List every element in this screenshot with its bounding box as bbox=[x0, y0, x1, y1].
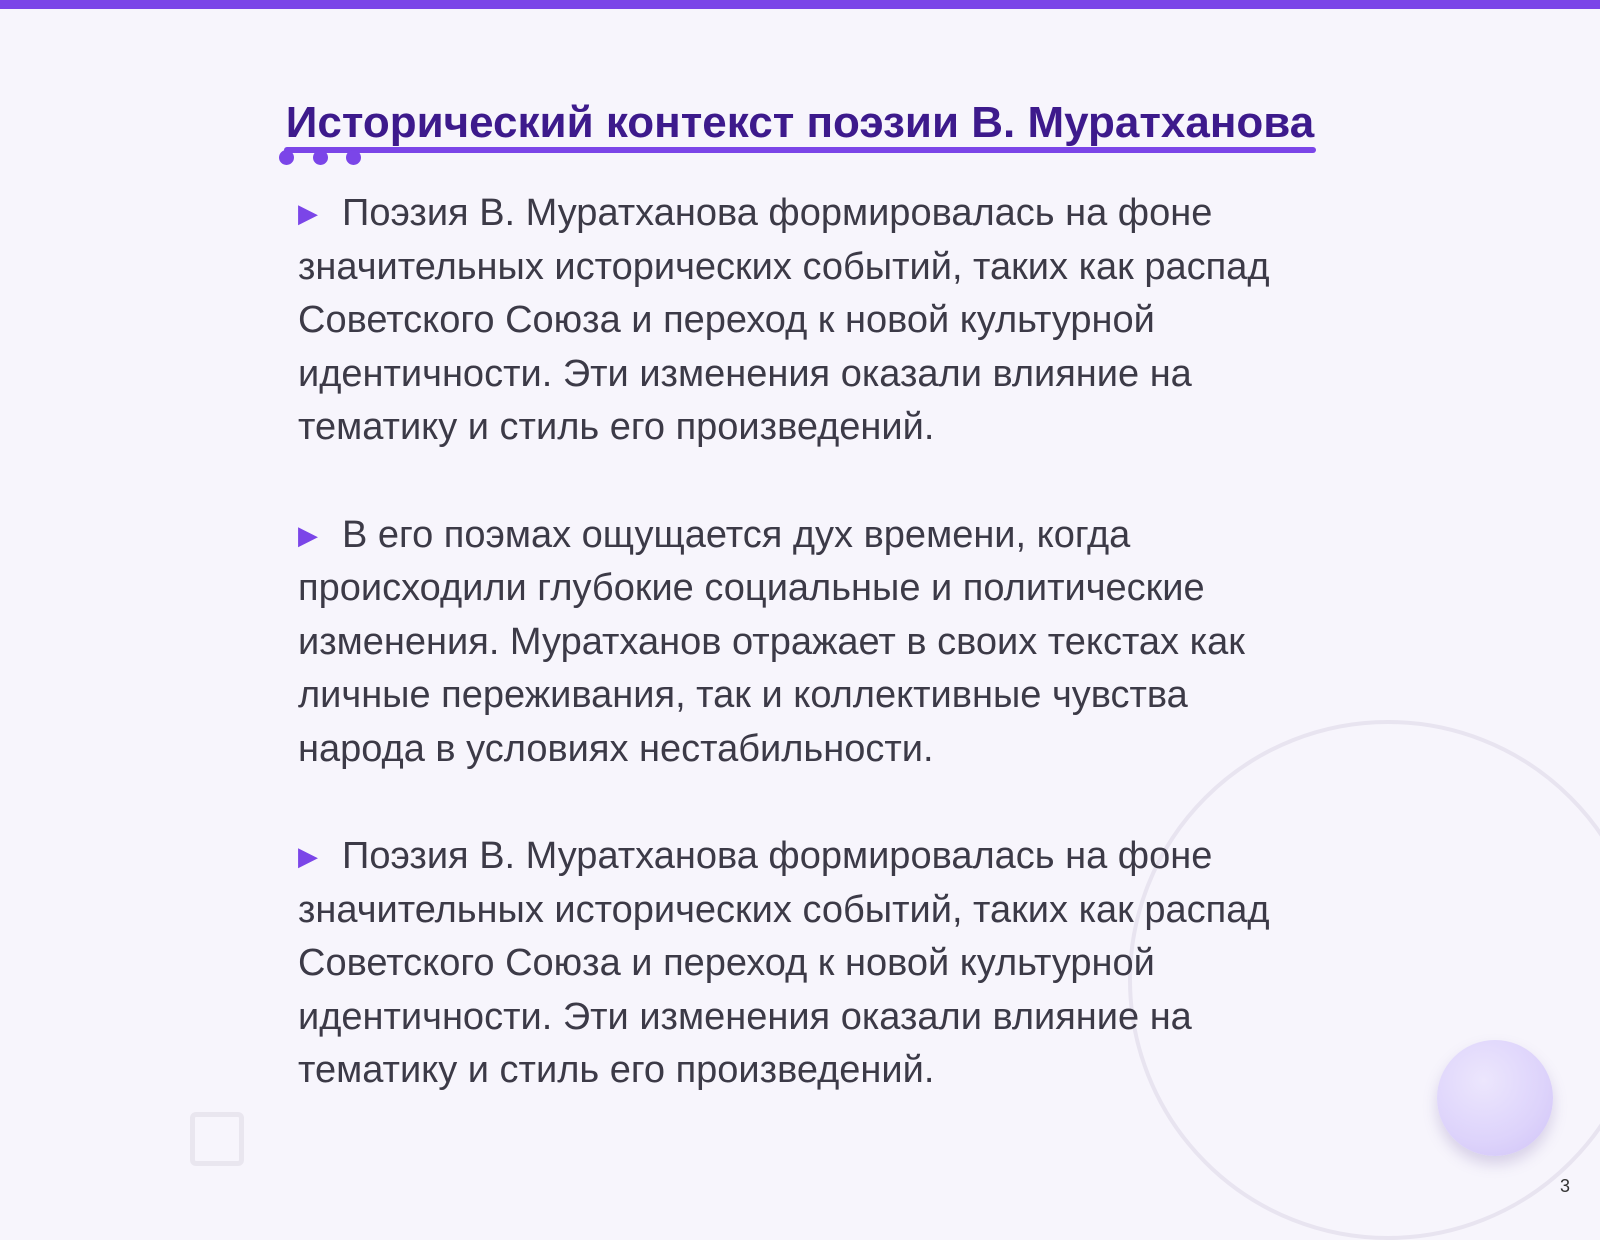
slide-title: Исторический контекст поэзии В. Муратханова bbox=[285, 98, 1315, 147]
bullet-text: Поэзия В. Муратханова формировалась на фоне значительных исторических событий, таких как распад Советского Союза и переход к новой культурной идентичности. Эти изменения оказали влияние на тематику и стиль его произведений. bbox=[298, 835, 1270, 1091]
title-dot bbox=[346, 150, 361, 165]
title-dot bbox=[313, 150, 328, 165]
title-dot bbox=[279, 150, 294, 165]
title-underline bbox=[284, 147, 1316, 153]
bullet-item bbox=[298, 830, 1298, 1098]
bullet-item bbox=[298, 187, 1298, 455]
decorative-square bbox=[190, 1112, 244, 1166]
bullet-arrow-icon: ▶ bbox=[298, 519, 318, 550]
bullet-item bbox=[298, 509, 1298, 777]
bullet-list bbox=[298, 187, 1298, 1152]
bullet-text: В его поэмах ощущается дух времени, когда происходили глубокие социальные и политические изменения. Муратханов отражает в своих текстах как личные переживания, так и коллективные чувства народа в условиях нестабильности. bbox=[298, 513, 1245, 770]
bullet-arrow-icon: ▶ bbox=[298, 198, 318, 228]
top-accent-bar bbox=[0, 0, 1600, 9]
decorative-circle bbox=[1437, 1040, 1553, 1156]
bullet-text: Поэзия В. Муратханова формировалась на фоне значительных исторических событий, таких как распад Советского Союза и переход к новой культурной идентичности. Эти изменения оказали влияние на тематику и стиль его произведений. bbox=[298, 192, 1270, 448]
page-number: 3 bbox=[1559, 1176, 1570, 1196]
bullet-arrow-icon: ▶ bbox=[298, 841, 318, 871]
